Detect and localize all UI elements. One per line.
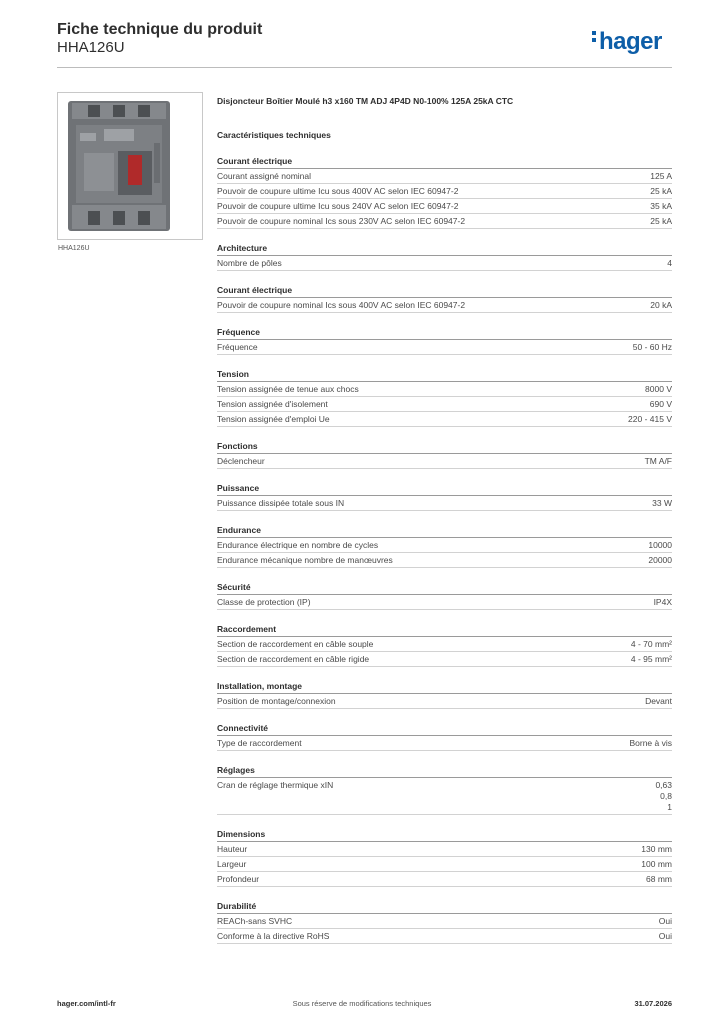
spec-row xyxy=(217,412,672,427)
spec-group-title: Durabilité xyxy=(217,901,672,914)
spec-value: 50 - 60 Hz xyxy=(632,342,672,352)
spec-row xyxy=(217,736,672,751)
logo-text: hager xyxy=(599,28,662,55)
spec-row xyxy=(217,298,672,313)
spec-value: 33 W xyxy=(652,498,672,508)
spec-group xyxy=(217,243,672,271)
spec-value: 25 kA xyxy=(650,216,672,226)
spec-content xyxy=(217,96,672,944)
product-image xyxy=(57,92,203,240)
spec-row xyxy=(217,397,672,412)
spec-group xyxy=(217,327,672,355)
spec-row xyxy=(217,538,672,553)
spec-group-title: Installation, montage xyxy=(217,681,672,694)
spec-group xyxy=(217,483,672,511)
spec-label: Type de raccordement xyxy=(217,738,302,748)
spec-label: Pouvoir de coupure nominal Ics sous 400V AC selon IEC 60947-2 xyxy=(217,300,466,310)
spec-label: Position de montage/connexion xyxy=(217,696,336,706)
spec-group xyxy=(217,582,672,610)
spec-label: Puissance dissipée totale sous IN xyxy=(217,498,345,508)
spec-value: Oui xyxy=(658,916,672,926)
spec-label: Classe de protection (IP) xyxy=(217,597,311,607)
document-title: Fiche technique du produit xyxy=(57,21,263,38)
spec-group xyxy=(217,525,672,568)
spec-row xyxy=(217,214,672,229)
spec-label: REACh-sans SVHC xyxy=(217,916,293,926)
spec-value: 220 - 415 V xyxy=(628,414,672,424)
spec-label: Fréquence xyxy=(217,342,258,352)
spec-label: Tension assignée de tenue aux chocs xyxy=(217,384,359,394)
spec-value: 20000 xyxy=(648,555,672,565)
spec-value: 68 mm xyxy=(646,874,672,884)
spec-group xyxy=(217,829,672,887)
hager-logo xyxy=(592,28,662,56)
spec-group xyxy=(217,765,672,815)
spec-label: Conforme à la directive RoHS xyxy=(217,931,330,941)
spec-group xyxy=(217,369,672,427)
spec-label: Endurance électrique en nombre de cycles xyxy=(217,540,379,550)
spec-group-title: Puissance xyxy=(217,483,672,496)
spec-row xyxy=(217,184,672,199)
spec-group xyxy=(217,156,672,229)
spec-value: 100 mm xyxy=(641,859,672,869)
header-divider xyxy=(57,67,672,68)
spec-group xyxy=(217,901,672,944)
spec-group xyxy=(217,441,672,469)
spec-group-title: Fréquence xyxy=(217,327,672,340)
spec-value: IP4X xyxy=(653,597,672,607)
spec-row xyxy=(217,340,672,355)
spec-value: 20 kA xyxy=(650,300,672,310)
product-description: Disjoncteur Boîtier Moulé h3 x160 TM ADJ 4P4D N0-100% 125A 25kA CTC xyxy=(217,96,514,106)
spec-label: Endurance mécanique nombre de manœuvres xyxy=(217,555,393,565)
spec-value: 130 mm xyxy=(641,844,672,854)
spec-label: Tension assignée d'emploi Ue xyxy=(217,414,330,424)
spec-value: 4 xyxy=(667,258,672,268)
spec-label: Cran de réglage thermique xIN xyxy=(217,780,334,790)
spec-row xyxy=(217,637,672,652)
spec-group-title: Raccordement xyxy=(217,624,672,637)
spec-value: 4 - 95 mm² xyxy=(630,654,672,664)
spec-value: Oui xyxy=(658,931,672,941)
spec-label: Largeur xyxy=(217,859,247,869)
spec-row xyxy=(217,857,672,872)
spec-row xyxy=(217,929,672,944)
spec-label: Hauteur xyxy=(217,844,248,854)
spec-value: 25 kA xyxy=(650,186,672,196)
spec-groups xyxy=(217,156,672,944)
spec-label: Nombre de pôles xyxy=(217,258,282,268)
spec-row xyxy=(217,169,672,184)
spec-value: 35 kA xyxy=(650,201,672,211)
spec-label: Pouvoir de coupure ultime Icu sous 400V AC selon IEC 60947-2 xyxy=(217,186,459,196)
spec-row xyxy=(217,842,672,857)
spec-label: Courant assigné nominal xyxy=(217,171,312,181)
spec-group-title: Courant électrique xyxy=(217,285,672,298)
spec-label: Profondeur xyxy=(217,874,260,884)
section-title: Caractéristiques techniques xyxy=(217,130,331,140)
footer-disclaimer: Sous réserve de modifications techniques xyxy=(292,999,432,1008)
spec-group-title: Courant électrique xyxy=(217,156,672,169)
spec-label: Section de raccordement en câble souple xyxy=(217,639,374,649)
spec-label: Pouvoir de coupure ultime Icu sous 240V AC selon IEC 60947-2 xyxy=(217,201,459,211)
spec-value: 690 V xyxy=(649,399,672,409)
spec-value: Borne à vis xyxy=(629,738,672,748)
spec-group xyxy=(217,723,672,751)
logo-dots-icon xyxy=(592,29,597,45)
spec-group-title: Réglages xyxy=(217,765,672,778)
spec-row xyxy=(217,496,672,511)
spec-group-title: Tension xyxy=(217,369,672,382)
spec-row xyxy=(217,382,672,397)
spec-value: 0,63 0,8 1 xyxy=(655,780,672,812)
spec-row xyxy=(217,914,672,929)
spec-group-title: Architecture xyxy=(217,243,672,256)
spec-row xyxy=(217,778,672,815)
spec-value: 125 A xyxy=(650,171,672,181)
spec-value: TM A/F xyxy=(644,456,672,466)
spec-group-title: Fonctions xyxy=(217,441,672,454)
spec-row xyxy=(217,652,672,667)
footer-date: 31.07.2026 xyxy=(634,999,672,1008)
spec-row xyxy=(217,694,672,709)
spec-group xyxy=(217,285,672,313)
spec-row xyxy=(217,199,672,214)
product-reference: HHA126U xyxy=(57,39,125,56)
spec-row xyxy=(217,553,672,568)
spec-group xyxy=(217,624,672,667)
spec-label: Pouvoir de coupure nominal Ics sous 230V AC selon IEC 60947-2 xyxy=(217,216,466,226)
spec-value: 4 - 70 mm² xyxy=(630,639,672,649)
spec-value: 10000 xyxy=(648,540,672,550)
spec-row xyxy=(217,595,672,610)
image-caption: HHA126U xyxy=(58,245,90,252)
spec-label: Tension assignée d'isolement xyxy=(217,399,328,409)
spec-group-title: Sécurité xyxy=(217,582,672,595)
spec-row xyxy=(217,872,672,887)
spec-group-title: Endurance xyxy=(217,525,672,538)
spec-row xyxy=(217,256,672,271)
spec-group-title: Dimensions xyxy=(217,829,672,842)
spec-value: Devant xyxy=(645,696,672,706)
spec-row xyxy=(217,454,672,469)
footer-website: hager.com/intl-fr xyxy=(57,999,116,1008)
spec-value: 8000 V xyxy=(645,384,672,394)
spec-label: Déclencheur xyxy=(217,456,265,466)
circuit-breaker-icon xyxy=(58,93,202,239)
spec-group-title: Connectivité xyxy=(217,723,672,736)
spec-label: Section de raccordement en câble rigide xyxy=(217,654,370,664)
spec-group xyxy=(217,681,672,709)
